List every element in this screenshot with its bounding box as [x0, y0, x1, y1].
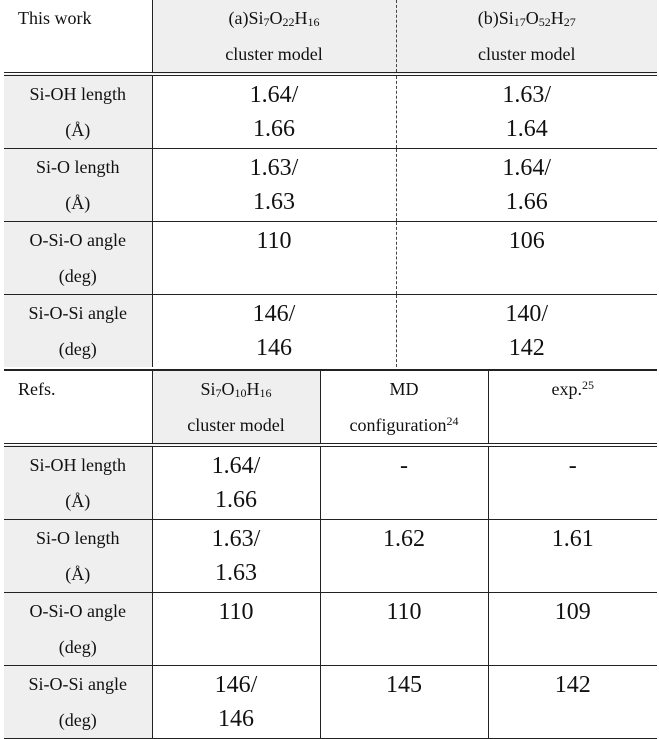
value-cell: 110	[152, 593, 320, 666]
row-label: Si-O length (Å)	[4, 149, 152, 222]
value-cell: 142	[488, 666, 657, 739]
value-cell: 1.64/ 1.66	[152, 445, 320, 520]
row-label: Si-O-Si angle (deg)	[4, 295, 152, 368]
col-header-a: $(a)Si_7O_{22}H_{16}$ cluster model	[152, 0, 396, 74]
this-work-header-row	[4, 0, 657, 74]
table-row	[4, 445, 657, 520]
value-cell: 1.64/ 1.66	[396, 149, 657, 222]
value-cell: 1.62	[320, 520, 488, 593]
table-row	[4, 295, 657, 368]
table-row	[4, 593, 657, 666]
value-cell: 1.64/ 1.66	[152, 74, 396, 149]
row-label: O-Si-O angle (deg)	[4, 222, 152, 295]
col-header-b: $(b)Si_{17}O_{52}H_{27}$ cluster model	[396, 0, 657, 74]
table-row	[4, 666, 657, 739]
value-cell: 146/ 146	[152, 295, 396, 368]
refs-col-header-exp: exp.$^{25}$	[488, 370, 657, 445]
value-cell: 146/ 146	[152, 666, 320, 739]
refs-col-header-cluster: $Si_7O_{10}H_{16}$ cluster model	[152, 370, 320, 445]
row-label: Si-O length (Å)	[4, 520, 152, 593]
value-cell: 1.61	[488, 520, 657, 593]
refs-table	[4, 369, 657, 739]
row-label: O-Si-O angle (deg)	[4, 593, 152, 666]
value-cell: 1.63/ 1.63	[152, 520, 320, 593]
row-label: Si-OH length (Å)	[4, 74, 152, 149]
value-cell: 145	[320, 666, 488, 739]
value-cell: -	[320, 445, 488, 520]
refs-header-row	[4, 370, 657, 445]
value-cell: 110	[320, 593, 488, 666]
table-row	[4, 74, 657, 149]
value-cell: 1.63/ 1.64	[396, 74, 657, 149]
table-row	[4, 520, 657, 593]
table-row	[4, 222, 657, 295]
this-work-table	[4, 0, 657, 367]
table-row	[4, 149, 657, 222]
value-cell: 106	[396, 222, 657, 295]
value-cell: 140/ 142	[505, 301, 549, 361]
row-label: Si-OH length (Å)	[4, 445, 152, 520]
value-cell: -	[488, 445, 657, 520]
row-label: Si-O-Si angle (deg)	[4, 666, 152, 739]
refs-corner-label: Refs.	[4, 370, 152, 445]
value-cell: 109	[488, 593, 657, 666]
value-cell: 110	[152, 222, 396, 295]
value-cell: 1.63/ 1.63	[152, 149, 396, 222]
this-work-corner-label: This work	[4, 0, 152, 74]
refs-col-header-md: MD configuration$^{24}$	[320, 370, 488, 445]
